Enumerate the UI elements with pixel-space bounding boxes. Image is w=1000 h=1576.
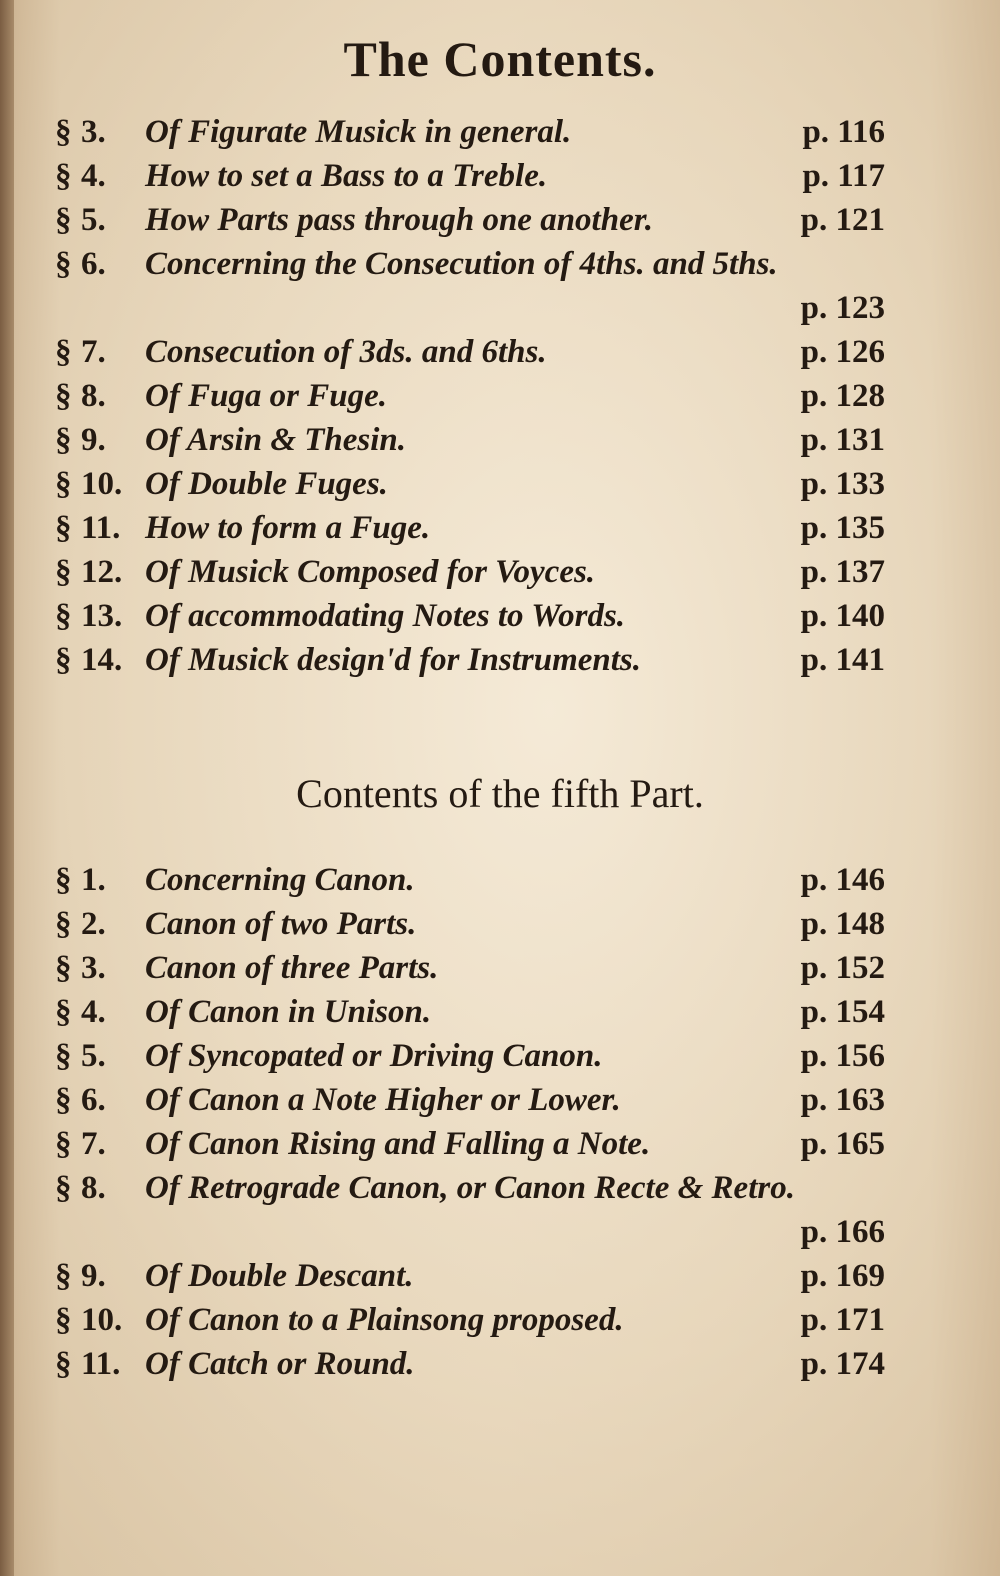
- contents-entry: [55, 462, 885, 506]
- section-mark: §: [55, 906, 72, 942]
- entry-number: 4.: [81, 158, 106, 194]
- entry-title: Consecution of 3ds. and 6ths.: [145, 334, 547, 370]
- entry-title: Of Retrograde Canon, or Canon Recte & Retro.: [145, 1170, 795, 1206]
- entry-page: p. 131: [800, 422, 885, 458]
- section-mark: §: [55, 1170, 72, 1206]
- contents-entry: [55, 1122, 885, 1166]
- entry-page: p. 121: [800, 202, 885, 238]
- section-mark: §: [55, 950, 72, 986]
- section-mark: §: [55, 1082, 72, 1118]
- entry-number: 5.: [81, 202, 106, 238]
- entry-title: Of Canon a Note Higher or Lower.: [145, 1082, 621, 1118]
- section-mark: §: [55, 554, 72, 590]
- entry-title: Of Syncopated or Driving Canon.: [145, 1038, 603, 1074]
- entry-number: 3.: [81, 950, 106, 986]
- entry-title: How to form a Fuge.: [145, 510, 431, 546]
- contents-entry: [55, 374, 885, 418]
- entry-number: 10.: [81, 466, 123, 502]
- section-heading: Contents of the fifth Part.: [296, 771, 704, 816]
- entry-number: 11.: [81, 510, 121, 546]
- entry-title: Of Fuga or Fuge.: [145, 378, 388, 414]
- section-mark: §: [55, 114, 72, 150]
- entry-page: p. 146: [800, 862, 885, 898]
- entry-number: 9.: [81, 1258, 106, 1294]
- contents-entry: [55, 946, 885, 990]
- contents-entry: [55, 1254, 885, 1298]
- entry-number: 8.: [81, 378, 106, 414]
- entry-title: Of Double Fuges.: [145, 466, 388, 502]
- section-mark: §: [55, 1258, 72, 1294]
- entry-title: Of Arsin & Thesin.: [145, 422, 407, 458]
- entry-title: Of Musick design'd for Instruments.: [145, 642, 642, 678]
- section-mark: §: [55, 598, 72, 634]
- entry-number: 7.: [81, 1126, 106, 1162]
- entry-title: Of Canon Rising and Falling a Note.: [145, 1126, 651, 1162]
- entry-number: 7.: [81, 334, 106, 370]
- entry-page: p. 137: [800, 554, 885, 590]
- entry-page: p. 148: [800, 906, 885, 942]
- entry-number: 14.: [81, 642, 123, 678]
- contents-entry: [55, 1342, 885, 1386]
- section-mark: §: [55, 202, 72, 238]
- section-mark: §: [55, 510, 72, 546]
- entry-number: 9.: [81, 422, 106, 458]
- section-mark: §: [55, 994, 72, 1030]
- entry-page: p. 165: [800, 1126, 885, 1162]
- section-mark: §: [55, 1126, 72, 1162]
- contents-list: [55, 858, 885, 1386]
- entry-title: Of accommodating Notes to Words.: [145, 598, 626, 634]
- entry-page: p. 154: [800, 994, 885, 1030]
- entry-page: p. 116: [802, 114, 885, 150]
- section-mark: §: [55, 334, 72, 370]
- contents-entry: [55, 506, 885, 550]
- entry-title: Of Canon in Unison.: [145, 994, 432, 1030]
- contents-entry: [55, 594, 885, 638]
- entry-number: 10.: [81, 1302, 123, 1338]
- entry-title: How to set a Bass to a Treble.: [145, 158, 548, 194]
- entry-page: p. 163: [800, 1082, 885, 1118]
- entry-page: p. 141: [800, 642, 885, 678]
- entry-title: Concerning Canon.: [145, 862, 415, 898]
- entry-page: p. 166: [800, 1214, 885, 1250]
- contents-entry: [55, 1166, 885, 1254]
- contents-entry: [55, 242, 885, 330]
- entry-title: Of Canon to a Plainsong proposed.: [145, 1302, 624, 1338]
- entry-number: 6.: [81, 246, 106, 282]
- section-mark: §: [55, 642, 72, 678]
- entry-title: Canon of two Parts.: [145, 906, 417, 942]
- entry-page: p. 123: [800, 290, 885, 326]
- section-mark: §: [55, 158, 72, 194]
- contents-entry: [55, 110, 885, 154]
- entry-number: 5.: [81, 1038, 106, 1074]
- entry-page: p. 152: [800, 950, 885, 986]
- section-mark: §: [55, 862, 72, 898]
- section-mark: §: [55, 246, 72, 282]
- contents-list: [55, 110, 885, 682]
- entry-number: 3.: [81, 114, 106, 150]
- entry-page: p. 126: [800, 334, 885, 370]
- entry-number: 6.: [81, 1082, 106, 1118]
- section-mark: §: [55, 422, 72, 458]
- contents-entry: [55, 198, 885, 242]
- entry-title: Of Figurate Musick in general.: [145, 114, 572, 150]
- entry-page: p. 117: [802, 158, 885, 194]
- entry-number: 11.: [81, 1346, 121, 1382]
- entry-page: p. 133: [800, 466, 885, 502]
- entry-page: p. 174: [800, 1346, 885, 1382]
- entry-page: p. 171: [800, 1302, 885, 1338]
- section-mark: §: [55, 378, 72, 414]
- contents-entry: [55, 550, 885, 594]
- section-mark: §: [55, 1038, 72, 1074]
- entry-number: 12.: [81, 554, 123, 590]
- entry-page: p. 128: [800, 378, 885, 414]
- section-mark: §: [55, 1302, 72, 1338]
- contents-entry: [55, 858, 885, 902]
- entry-number: 13.: [81, 598, 123, 634]
- section-mark: §: [55, 466, 72, 502]
- entry-page: p. 156: [800, 1038, 885, 1074]
- entry-title: Of Catch or Round.: [145, 1346, 415, 1382]
- contents-entry: [55, 1034, 885, 1078]
- entry-title: How Parts pass through one another.: [145, 202, 653, 238]
- entry-number: 2.: [81, 906, 106, 942]
- entry-number: 4.: [81, 994, 106, 1030]
- entry-title: Concerning the Consecution of 4ths. and 5ths.: [145, 246, 778, 282]
- contents-entry: [55, 902, 885, 946]
- contents-entry: [55, 330, 885, 374]
- entry-number: 1.: [81, 862, 106, 898]
- contents-entry: [55, 990, 885, 1034]
- entry-page: p. 169: [800, 1258, 885, 1294]
- contents-entry: [55, 1078, 885, 1122]
- section-mark: §: [55, 1346, 72, 1382]
- contents-entry: [55, 638, 885, 682]
- contents-entry: [55, 154, 885, 198]
- entry-title: Of Double Descant.: [145, 1258, 414, 1294]
- contents-entry: [55, 1298, 885, 1342]
- contents-entry: [55, 418, 885, 462]
- page-title: The Contents.: [343, 31, 657, 87]
- entry-number: 8.: [81, 1170, 106, 1206]
- entry-title: Of Musick Composed for Voyces.: [145, 554, 596, 590]
- entry-page: p. 135: [800, 510, 885, 546]
- entry-page: p. 140: [800, 598, 885, 634]
- entry-title: Canon of three Parts.: [145, 950, 439, 986]
